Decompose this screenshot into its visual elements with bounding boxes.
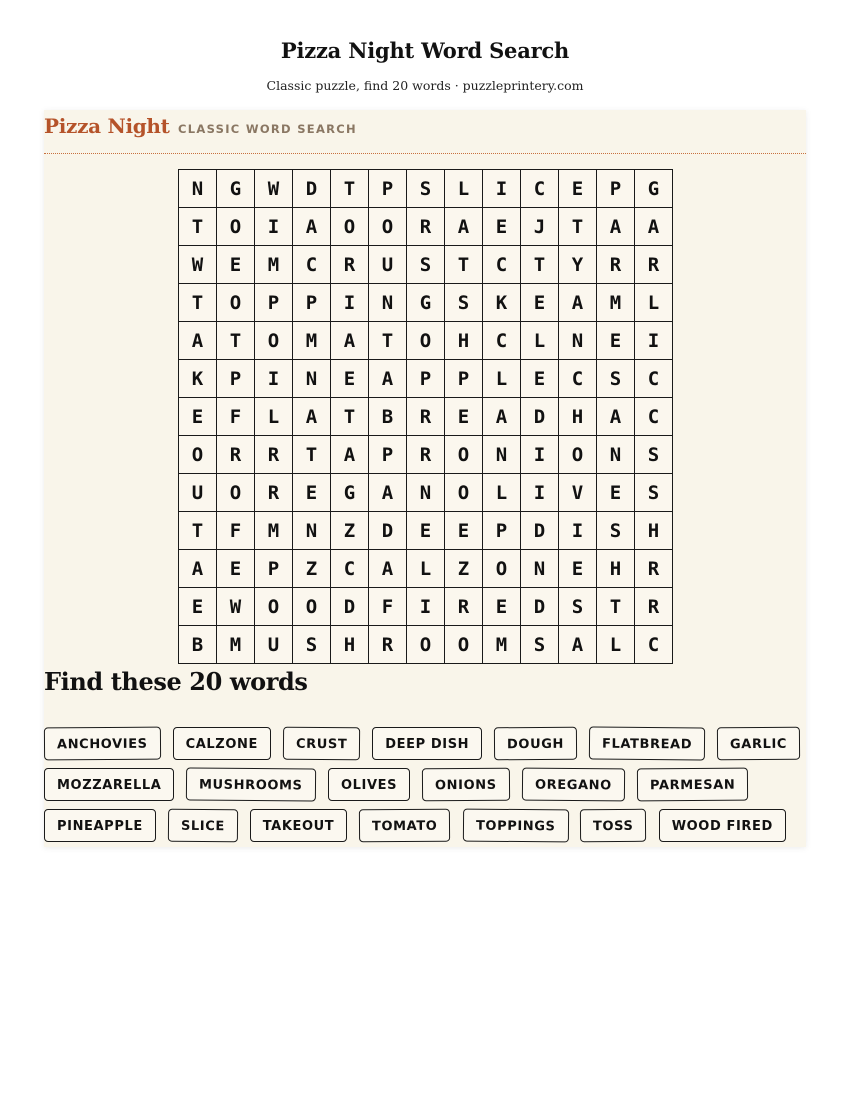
word-chip[interactable]: TOMATO — [359, 809, 451, 843]
grid-cell[interactable]: U — [255, 626, 293, 664]
grid-cell[interactable]: E — [445, 512, 483, 550]
word-chip[interactable]: CRUST — [283, 727, 361, 761]
grid-cell[interactable]: A — [597, 398, 635, 436]
grid-cell[interactable]: O — [369, 208, 407, 246]
grid-cell[interactable]: R — [635, 588, 673, 626]
grid-cell[interactable]: L — [521, 322, 559, 360]
grid-cell[interactable]: O — [483, 550, 521, 588]
grid-cell[interactable]: R — [407, 398, 445, 436]
grid-cell[interactable]: S — [597, 512, 635, 550]
page-subtitle: Classic puzzle, find 20 words · puzzleprintery.com — [266, 78, 584, 93]
letter-grid — [178, 169, 673, 664]
grid-cell[interactable]: A — [635, 208, 673, 246]
grid-cell[interactable]: R — [255, 474, 293, 512]
grid-cell[interactable]: A — [331, 436, 369, 474]
grid-cell[interactable]: T — [179, 284, 217, 322]
grid-cell[interactable]: S — [407, 246, 445, 284]
grid-cell[interactable]: Z — [293, 550, 331, 588]
card-header — [44, 110, 806, 154]
grid-cell[interactable]: T — [179, 208, 217, 246]
grid-cell[interactable]: P — [255, 550, 293, 588]
grid-cell[interactable]: C — [559, 360, 597, 398]
grid-cell[interactable]: O — [407, 322, 445, 360]
word-chip[interactable]: SLICE — [168, 809, 238, 843]
grid-cell[interactable]: P — [369, 170, 407, 208]
grid-cell[interactable]: L — [483, 474, 521, 512]
grid-cell[interactable]: H — [331, 626, 369, 664]
word-chip[interactable]: TOPPINGS — [463, 809, 569, 843]
grid-cell[interactable]: O — [445, 626, 483, 664]
grid-cell[interactable]: C — [483, 246, 521, 284]
grid-cell[interactable]: E — [559, 550, 597, 588]
grid-cell[interactable]: P — [217, 360, 255, 398]
grid-cell[interactable]: N — [293, 512, 331, 550]
grid-cell[interactable]: O — [331, 208, 369, 246]
word-chip[interactable]: PINEAPPLE — [44, 809, 156, 842]
grid-cell[interactable]: N — [369, 284, 407, 322]
grid-cell[interactable]: E — [445, 398, 483, 436]
grid-cell[interactable]: L — [255, 398, 293, 436]
grid-cell[interactable]: M — [217, 626, 255, 664]
grid-cell[interactable]: E — [331, 360, 369, 398]
grid-cell[interactable]: R — [255, 436, 293, 474]
grid-cell[interactable]: I — [521, 436, 559, 474]
grid-cell[interactable]: H — [559, 398, 597, 436]
grid-cell[interactable]: A — [559, 626, 597, 664]
grid-cell[interactable]: I — [483, 170, 521, 208]
grid-cell[interactable]: G — [217, 170, 255, 208]
grid-cell[interactable]: A — [293, 398, 331, 436]
grid-cell[interactable]: R — [635, 550, 673, 588]
word-chip[interactable]: TAKEOUT — [250, 809, 348, 842]
grid-cell[interactable]: W — [217, 588, 255, 626]
grid-cell[interactable]: F — [217, 398, 255, 436]
puzzle-type-label: CLASSIC WORD SEARCH — [178, 122, 357, 136]
grid-cell[interactable]: F — [217, 512, 255, 550]
page-title: Pizza Night Word Search — [280, 38, 570, 63]
grid-cell[interactable]: M — [293, 322, 331, 360]
grid-cell[interactable]: P — [255, 284, 293, 322]
grid-cell[interactable]: N — [521, 550, 559, 588]
grid-cell[interactable]: U — [179, 474, 217, 512]
word-list-heading: Find these 20 words — [44, 667, 308, 696]
grid-cell[interactable]: C — [293, 246, 331, 284]
grid-cell[interactable]: T — [559, 208, 597, 246]
word-chip[interactable]: ANCHOVIES — [44, 727, 161, 761]
grid-row — [179, 398, 673, 436]
grid-cell[interactable]: N — [483, 436, 521, 474]
grid-cell[interactable]: S — [559, 588, 597, 626]
grid-cell[interactable]: P — [369, 436, 407, 474]
grid-cell[interactable]: N — [597, 436, 635, 474]
grid-cell[interactable]: C — [521, 170, 559, 208]
grid-row — [179, 512, 673, 550]
letter-grid-body — [179, 170, 673, 664]
grid-row — [179, 208, 673, 246]
word-chip[interactable]: MOZZARELLA — [44, 768, 174, 801]
grid-cell[interactable]: P — [483, 512, 521, 550]
grid-cell[interactable]: I — [255, 360, 293, 398]
grid-cell[interactable]: Z — [331, 512, 369, 550]
grid-cell[interactable]: T — [331, 170, 369, 208]
grid-cell[interactable]: R — [407, 208, 445, 246]
grid-cell[interactable]: O — [445, 474, 483, 512]
grid-cell[interactable]: N — [293, 360, 331, 398]
grid-cell[interactable]: E — [217, 246, 255, 284]
grid-row — [179, 322, 673, 360]
grid-cell[interactable]: S — [597, 360, 635, 398]
grid-cell[interactable]: C — [635, 626, 673, 664]
grid-cell[interactable]: U — [369, 246, 407, 284]
grid-cell[interactable]: D — [369, 512, 407, 550]
grid-cell[interactable]: O — [445, 436, 483, 474]
grid-cell[interactable]: B — [179, 626, 217, 664]
grid-cell[interactable]: I — [331, 284, 369, 322]
grid-cell[interactable]: D — [331, 588, 369, 626]
puzzle-card — [44, 110, 806, 847]
grid-cell[interactable]: G — [331, 474, 369, 512]
grid-cell[interactable]: K — [179, 360, 217, 398]
grid-cell[interactable]: S — [635, 436, 673, 474]
grid-cell[interactable]: L — [635, 284, 673, 322]
grid-cell[interactable]: N — [179, 170, 217, 208]
grid-cell[interactable]: T — [331, 398, 369, 436]
grid-cell[interactable]: D — [293, 170, 331, 208]
grid-cell[interactable]: A — [483, 398, 521, 436]
grid-cell[interactable]: Y — [559, 246, 597, 284]
grid-cell[interactable]: H — [597, 550, 635, 588]
grid-row — [179, 588, 673, 626]
grid-cell[interactable]: O — [217, 474, 255, 512]
grid-cell[interactable]: T — [597, 588, 635, 626]
grid-cell[interactable]: M — [255, 246, 293, 284]
grid-cell[interactable]: E — [521, 284, 559, 322]
grid-cell[interactable]: G — [407, 284, 445, 322]
grid-cell[interactable]: I — [407, 588, 445, 626]
grid-cell[interactable]: P — [407, 360, 445, 398]
grid-cell[interactable]: H — [635, 512, 673, 550]
grid-cell[interactable]: A — [369, 360, 407, 398]
grid-cell[interactable]: C — [483, 322, 521, 360]
grid-cell[interactable]: E — [597, 322, 635, 360]
grid-cell[interactable]: A — [559, 284, 597, 322]
grid-cell[interactable]: T — [369, 322, 407, 360]
grid-cell[interactable]: G — [635, 170, 673, 208]
grid-cell[interactable]: O — [179, 436, 217, 474]
grid-cell[interactable]: R — [217, 436, 255, 474]
grid-cell[interactable]: E — [559, 170, 597, 208]
grid-row — [179, 626, 673, 664]
grid-cell[interactable]: J — [521, 208, 559, 246]
grid-cell[interactable]: K — [483, 284, 521, 322]
grid-cell[interactable]: M — [483, 626, 521, 664]
grid-cell[interactable]: A — [331, 322, 369, 360]
grid-cell[interactable]: I — [635, 322, 673, 360]
word-chip[interactable]: OREGANO — [522, 768, 625, 802]
word-chip[interactable]: FLATBREAD — [589, 726, 705, 760]
grid-cell[interactable]: C — [635, 398, 673, 436]
word-chip[interactable]: OLIVES — [328, 768, 410, 801]
grid-cell[interactable]: M — [255, 512, 293, 550]
grid-cell[interactable]: T — [445, 246, 483, 284]
grid-cell[interactable]: O — [293, 588, 331, 626]
grid-cell[interactable]: E — [217, 550, 255, 588]
grid-cell[interactable]: A — [293, 208, 331, 246]
grid-cell[interactable]: W — [179, 246, 217, 284]
grid-cell[interactable]: A — [445, 208, 483, 246]
grid-cell[interactable]: L — [597, 626, 635, 664]
grid-cell[interactable]: Z — [445, 550, 483, 588]
grid-cell[interactable]: V — [559, 474, 597, 512]
grid-cell[interactable]: O — [217, 208, 255, 246]
word-chip[interactable]: WOOD FIRED — [659, 809, 786, 842]
grid-cell[interactable]: T — [179, 512, 217, 550]
grid-cell[interactable]: O — [255, 322, 293, 360]
grid-cell[interactable]: R — [407, 436, 445, 474]
grid-row — [179, 436, 673, 474]
grid-cell[interactable]: N — [407, 474, 445, 512]
brand-title: Pizza Night — [44, 114, 170, 138]
grid-cell[interactable]: O — [255, 588, 293, 626]
grid-cell[interactable]: A — [179, 550, 217, 588]
grid-cell[interactable]: H — [445, 322, 483, 360]
grid-cell[interactable]: R — [445, 588, 483, 626]
grid-cell[interactable]: F — [369, 588, 407, 626]
grid-cell[interactable]: R — [331, 246, 369, 284]
grid-cell[interactable]: O — [407, 626, 445, 664]
grid-cell[interactable]: T — [217, 322, 255, 360]
grid-cell[interactable]: E — [179, 588, 217, 626]
word-list — [44, 727, 806, 842]
word-chip[interactable]: TOSS — [580, 809, 647, 842]
grid-cell[interactable]: M — [597, 284, 635, 322]
grid-row — [179, 246, 673, 284]
grid-cell[interactable]: E — [407, 512, 445, 550]
grid-cell[interactable]: E — [521, 360, 559, 398]
grid-cell[interactable]: L — [445, 170, 483, 208]
word-chip[interactable]: CALZONE — [173, 727, 271, 760]
grid-cell[interactable]: O — [559, 436, 597, 474]
grid-cell[interactable]: O — [217, 284, 255, 322]
grid-cell[interactable]: E — [179, 398, 217, 436]
grid-cell[interactable]: A — [369, 474, 407, 512]
word-chip[interactable]: DEEP DISH — [372, 727, 482, 760]
grid-cell[interactable]: A — [369, 550, 407, 588]
grid-cell[interactable]: D — [521, 588, 559, 626]
grid-cell[interactable]: N — [559, 322, 597, 360]
grid-cell[interactable]: D — [521, 398, 559, 436]
grid-row — [179, 170, 673, 208]
grid-cell[interactable]: I — [521, 474, 559, 512]
grid-cell[interactable]: R — [369, 626, 407, 664]
grid-cell[interactable]: R — [635, 246, 673, 284]
grid-cell[interactable]: R — [597, 246, 635, 284]
word-chip[interactable]: GARLIC — [717, 727, 800, 761]
word-chip[interactable]: DOUGH — [494, 727, 577, 761]
grid-cell[interactable]: S — [635, 474, 673, 512]
grid-cell[interactable]: E — [597, 474, 635, 512]
grid-cell[interactable]: E — [483, 588, 521, 626]
grid-cell[interactable]: P — [293, 284, 331, 322]
grid-cell[interactable]: S — [445, 284, 483, 322]
grid-cell[interactable]: E — [483, 208, 521, 246]
word-chip[interactable]: PARMESAN — [636, 768, 748, 802]
grid-cell[interactable]: I — [559, 512, 597, 550]
grid-cell[interactable]: P — [597, 170, 635, 208]
grid-cell[interactable]: B — [369, 398, 407, 436]
grid-cell[interactable]: D — [521, 512, 559, 550]
grid-cell[interactable]: A — [179, 322, 217, 360]
grid-row — [179, 284, 673, 322]
grid-row — [179, 550, 673, 588]
grid-row — [179, 474, 673, 512]
grid-cell[interactable]: A — [597, 208, 635, 246]
grid-cell[interactable]: W — [255, 170, 293, 208]
grid-cell[interactable]: S — [521, 626, 559, 664]
grid-cell[interactable]: I — [255, 208, 293, 246]
grid-cell[interactable]: C — [635, 360, 673, 398]
grid-cell[interactable]: L — [483, 360, 521, 398]
word-chip[interactable]: ONIONS — [422, 768, 510, 802]
word-chip[interactable]: MUSHROOMS — [186, 767, 316, 801]
grid-cell[interactable]: E — [293, 474, 331, 512]
grid-cell[interactable]: P — [445, 360, 483, 398]
grid-cell[interactable]: S — [407, 170, 445, 208]
grid-cell[interactable]: T — [521, 246, 559, 284]
grid-row — [179, 360, 673, 398]
grid-cell[interactable]: T — [293, 436, 331, 474]
grid-cell[interactable]: S — [293, 626, 331, 664]
grid-cell[interactable]: C — [331, 550, 369, 588]
grid-cell[interactable]: L — [407, 550, 445, 588]
